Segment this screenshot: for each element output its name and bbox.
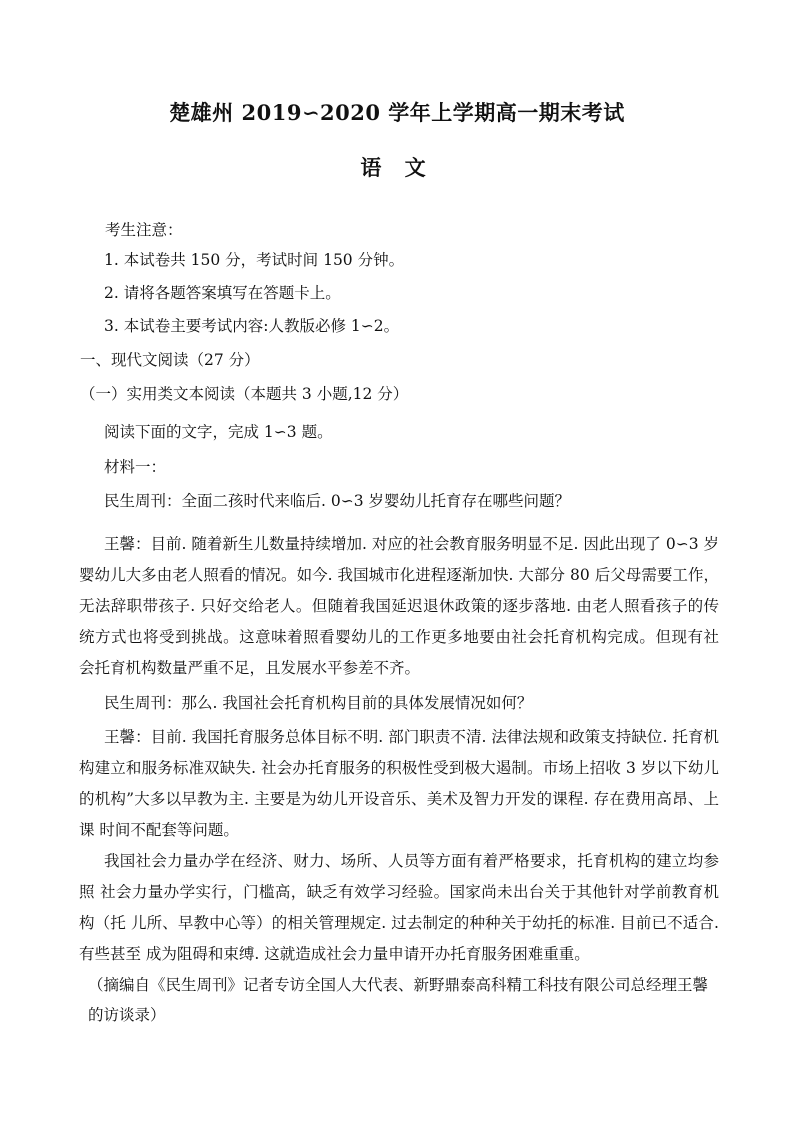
material-label: 材料一： bbox=[104, 458, 167, 476]
subject-title: 语 文 bbox=[360, 155, 434, 180]
interview-answer-1 bbox=[79, 529, 719, 684]
notice-item-2: 2. 请将各题答案填写在答题卡上。 bbox=[104, 284, 341, 302]
answer-1-text: 王馨：目前. 随着新生儿数量持续增加. 对应的社会教育服务明显不足. 因此出现了 0∽3 岁 婴幼儿大多由老人照看的情况。如今. 我国城市化进程逐渐加快. 大部分 80 后父母需要工作， 无法辞职带孩子. 只好交给老人。但随着我国延迟退休政策的逐步落地. 由老人照看孩子的传 统方式也将受到挑战。这意味着照看婴幼儿的工作更多地要由社会托育机构完成。但现有社 会托育机构数量严重不足，且发展水平参差不齐。 bbox=[79, 535, 719, 677]
interview-answer-2 bbox=[79, 722, 719, 846]
interview-question-2: 民生周刊：那么. 我国社会托育机构目前的具体发展情况如何？ bbox=[104, 694, 533, 712]
answer-2-text: 王馨：目前. 我国托育服务总体目标不明. 部门职责不清. 法律法规和政策支持缺位. 托育机 构建立和服务标准双缺失. 社会办托育服务的积极性受到极大遏制。市场上招收 3 岁以下幼儿 的机构”大多以早教为主. 主要是为幼儿开设音乐、美术及智力开发的课程. 存在费用高昂、上课 时间不配套等问题。 bbox=[79, 728, 719, 839]
interview-answer-3 bbox=[79, 846, 719, 970]
section-heading: 一、现代文阅读（27 分） bbox=[80, 351, 260, 369]
notice-item-3: 3. 本试卷主要考试内容:人教版必修 1∽2。 bbox=[104, 317, 400, 335]
notice-item-1: 1. 本试卷共 150 分，考试时间 150 分钟。 bbox=[104, 251, 405, 269]
notice-heading: 考生注意： bbox=[105, 221, 183, 239]
exam-title: 楚雄州 2019∽2020 学年上学期高一期末考试 bbox=[169, 100, 625, 125]
interview-question-1: 民生周刊：全面二孩时代来临后. 0∽3 岁婴幼儿托育存在哪些问题？ bbox=[104, 492, 570, 510]
source-credit: （摘编自《民生周刊》记者专访全国人大代表、新野鼎泰高科精工科技有限公司总经理王馨的访谈录） bbox=[88, 976, 709, 1024]
section-subheading: （一）实用类文本阅读（本题共 3 小题,12 分） bbox=[80, 385, 409, 403]
answer-3-text: 我国社会力量办学在经济、财力、场所、人员等方面有着严格要求，托育机构的建立均参照 社会力量办学实行，门槛高，缺乏有效学习经验。国家尚未出台关于其他针对学前教育机构（托 儿所、早教中心等）的相关管理规定. 过去制定的种种关于幼托的标准. 目前已不适合. 有些甚至 成为阻碍和束缚. 这就造成社会力量申请开办托育服务困难重重。 bbox=[79, 852, 719, 963]
reading-instruction: 阅读下面的文字，完成 1∽3 题。 bbox=[104, 423, 333, 441]
